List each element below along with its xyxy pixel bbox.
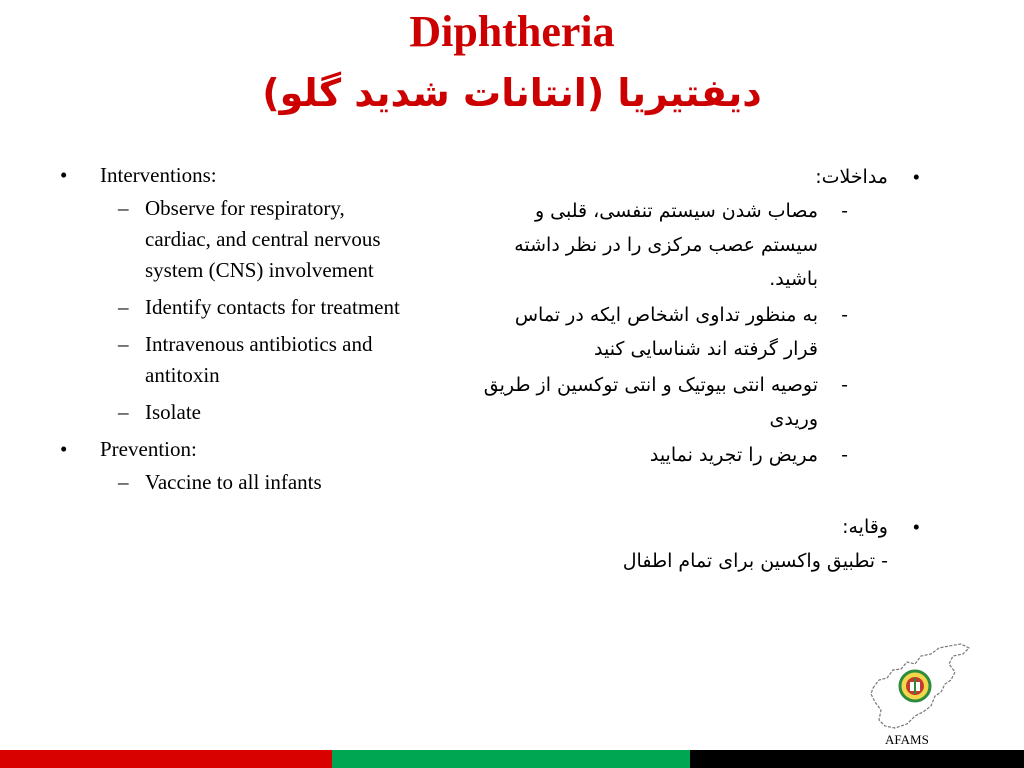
interventions-heading: Interventions: <box>100 163 217 187</box>
dash-icon: – <box>118 470 129 494</box>
dash-icon: - <box>841 374 848 396</box>
list-item-interventions <box>60 160 405 428</box>
list-item-text: به منظور تداوی اشخاص ایکه در تماس قرار گرفته اند شناسایی کنید <box>514 304 818 360</box>
footer-color-bars <box>0 750 1024 768</box>
list-item-prevention <box>60 434 405 498</box>
list-item-text: Identify contacts for treatment <box>145 295 400 319</box>
list-item-text: Isolate <box>145 400 201 424</box>
list-item <box>100 329 405 391</box>
english-content <box>60 160 405 504</box>
bullet-icon: • <box>912 515 920 539</box>
list-item <box>100 397 405 428</box>
afghanistan-map-emblem-icon <box>865 640 975 735</box>
black-bar <box>690 750 1024 768</box>
list-item-text: Observe for respiratory, cardiac, and central nervous system (CNS) involvement <box>145 196 381 282</box>
list-item-text: Vaccine to all infants <box>145 470 322 494</box>
prevention-heading-persian: وقایه: <box>842 516 888 538</box>
list-item <box>480 438 888 472</box>
list-item-text: - تطبیق واکسین برای تمام اطفال <box>622 550 888 572</box>
dash-icon: - <box>841 304 848 326</box>
dash-icon: - <box>841 200 848 222</box>
dash-icon: – <box>118 332 129 356</box>
list-item <box>480 368 888 436</box>
list-item <box>480 194 888 296</box>
list-item-interventions-persian <box>480 160 920 472</box>
bullet-icon: • <box>912 165 920 189</box>
dash-icon: – <box>118 295 129 319</box>
list-item-text: Intravenous antibiotics and antitoxin <box>145 332 373 387</box>
list-item <box>480 298 888 366</box>
green-bar <box>332 750 690 768</box>
dash-icon: – <box>118 400 129 424</box>
list-item <box>100 292 405 323</box>
interventions-heading-persian: مداخلات: <box>815 166 888 188</box>
prevention-heading: Prevention: <box>100 437 197 461</box>
red-bar <box>0 750 332 768</box>
page-title: Diphtheria <box>409 7 615 56</box>
bullet-icon: • <box>60 437 68 461</box>
list-item-text: مصاب شدن سیستم تنفسی، قلبی و سیستم عصب مرکزی را در نظر داشته باشید. <box>514 200 818 290</box>
dash-icon: – <box>118 196 129 220</box>
list-item-prevention-persian <box>480 510 920 544</box>
list-item <box>480 544 920 578</box>
dash-icon: - <box>841 444 848 466</box>
bullet-icon: • <box>60 163 68 187</box>
list-item-text: مریض را تجرید نمایید <box>649 444 818 466</box>
page-title-persian: دیفتیریا (انتانات شدید گلو) <box>262 71 762 115</box>
list-item <box>100 193 405 286</box>
persian-content <box>480 160 920 578</box>
list-item-text: توصیه انتی بیوتیک و انتی توکسین از طریق وریدی <box>483 374 818 430</box>
list-item <box>100 467 405 498</box>
logo-label: AFAMS <box>885 732 929 747</box>
